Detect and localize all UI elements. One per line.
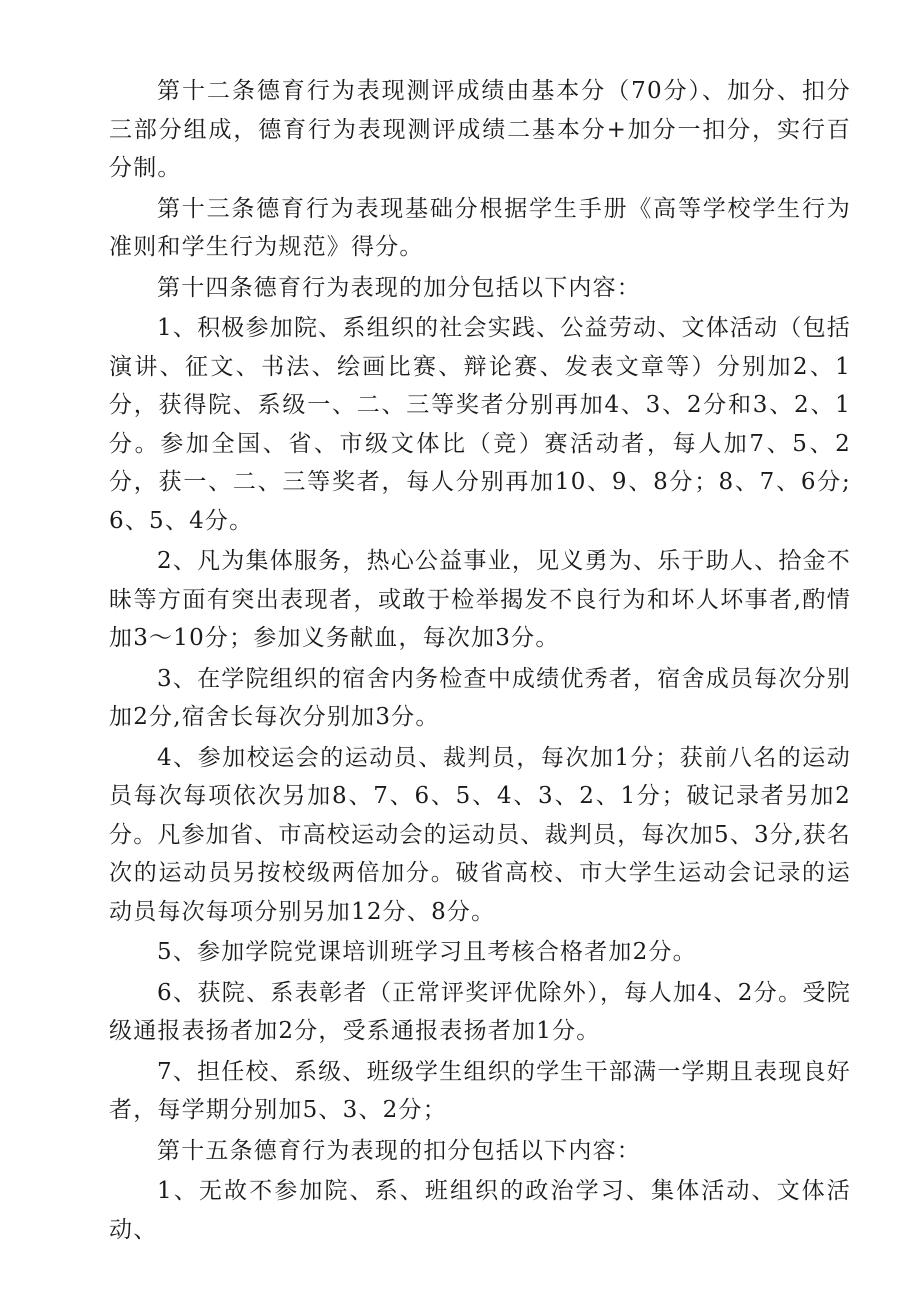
- deduction-item-1: 1、无故不参加院、系、班组织的政治学习、集体活动、文体活动、: [109, 1178, 851, 1243]
- article-15-heading: 第十五条德育行为表现的扣分包括以下内容：: [157, 1137, 641, 1164]
- bonus-item-6: 6、获院、系表彰者（正常评奖评优除外），每人加4、2分。受院级通报表扬者加2分，受系通报表扬者加1分。: [109, 979, 851, 1044]
- bonus-item-7: 7、担任校、系级、班级学生组织的学生干部满一学期且表现良好者，每学期分别加5、3、2分；: [109, 1058, 851, 1123]
- bonus-item-4: 4、参加校运会的运动员、裁判员，每次加1分；获前八名的运动员每次每项依次另加8、7、6、5、4、3、2、1分；破记录者另加2分。凡参加省、市高校运动会的运动员、裁判员，每次加5、3分,获名次的运动员另按校级两倍加分。破省高校、市大学生运动会记录的运动员每次每项分别另加12分、8分。: [109, 744, 851, 925]
- bonus-item-1: 1、积极参加院、系组织的社会实践、公益劳动、文体活动（包括演讲、征文、书法、绘画比赛、辩论赛、发表文章等）分别加2、1分，获得院、系级一、二、三等奖者分别再加4、3、2分和3、2、1分。参加全国、省、市级文体比（竞）赛活动者，每人加7、5、2分，获一、二、三等奖者，每人分别再加10、9、8分；8、7、6分;6、5、4分。: [109, 315, 851, 534]
- document-body: [109, 72, 851, 1251]
- bonus-item-5: 5、参加学院党课培训班学习且考核合格者加2分。: [157, 939, 697, 965]
- article-12-paragraph: 第十二条德育行为表现测评成绩由基本分（70分）、加分、扣分三部分组成，德育行为表现测评成绩二基本分+加分一扣分，实行百分制。: [109, 78, 851, 181]
- bonus-item-3: 3、在学院组织的宿舍内务检查中成绩优秀者，宿舍成员每次分别加2分,宿舍长每次分别加3分。: [109, 665, 851, 730]
- article-13-paragraph: 第十三条德育行为表现基础分根据学生手册《高等学校学生行为准则和学生行为规范》得分。: [109, 195, 851, 260]
- bonus-item-2: 2、凡为集体服务，热心公益事业，见义勇为、乐于助人、拾金不昧等方面有突出表现者，或敢于检举揭发不良行为和坏人坏事者,酌情加3～10分；参加义务献血，每次加3分。: [109, 548, 851, 651]
- article-14-heading: 第十四条德育行为表现的加分包括以下内容：: [157, 274, 641, 301]
